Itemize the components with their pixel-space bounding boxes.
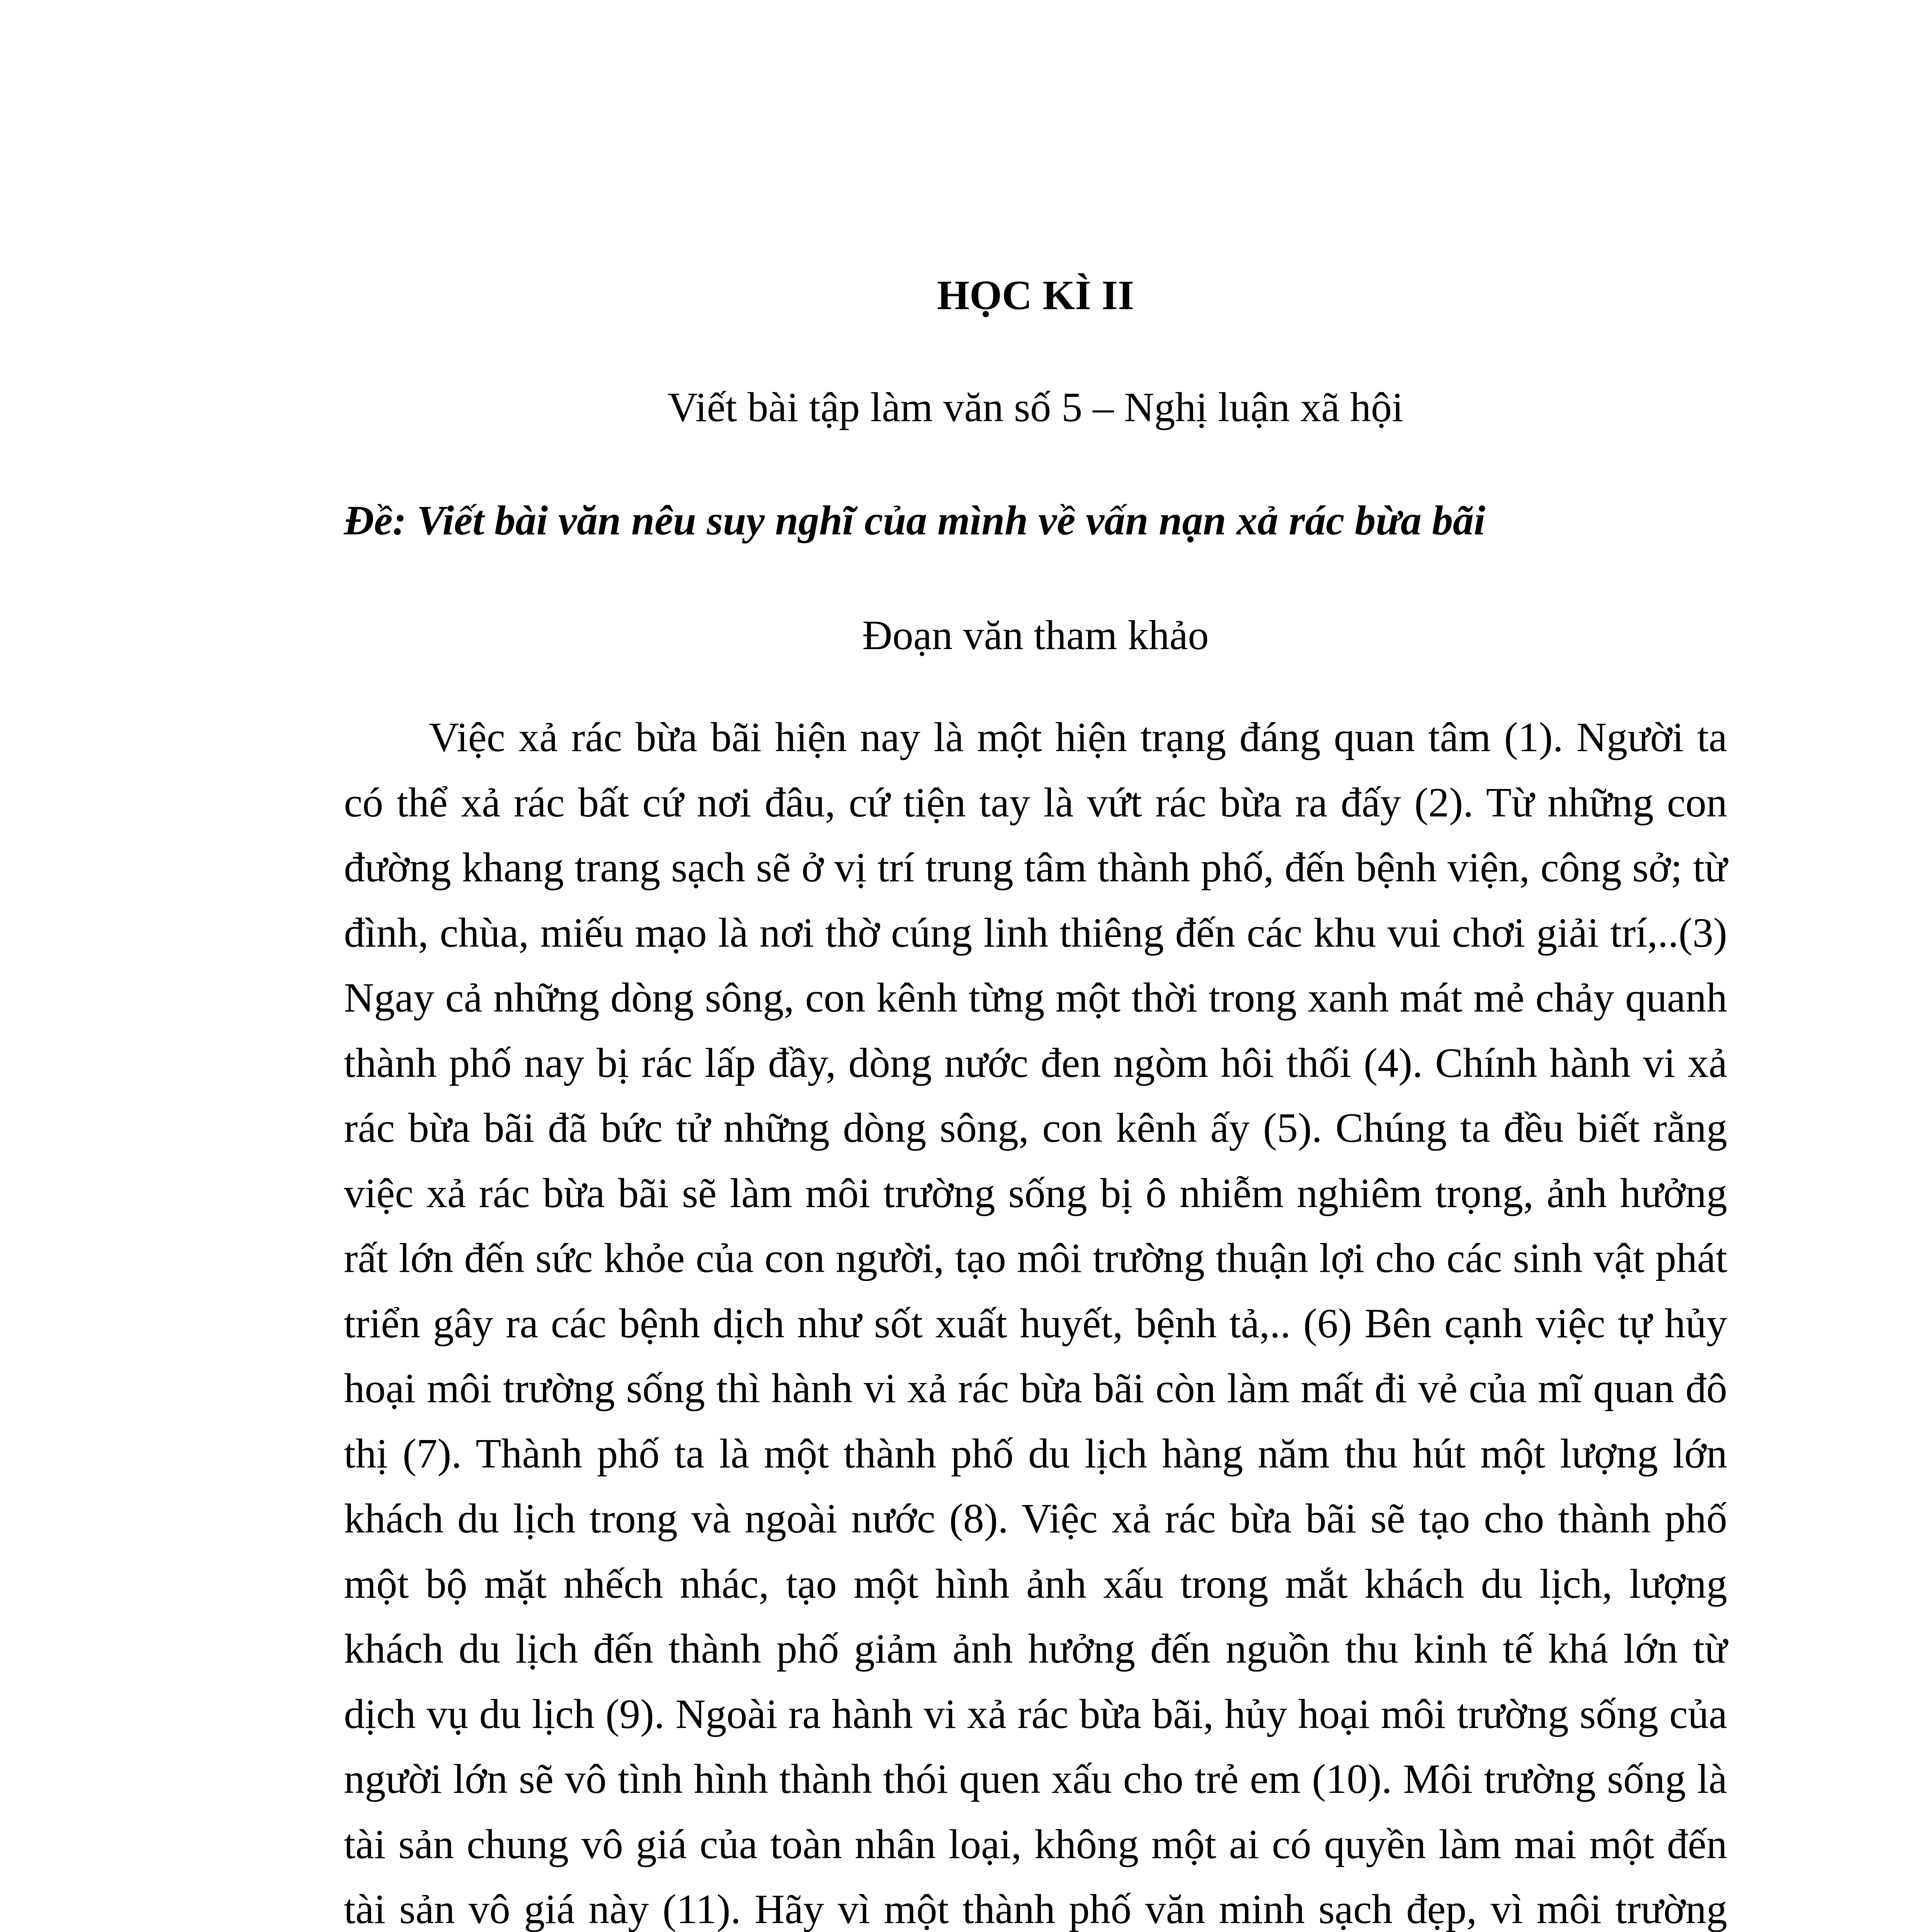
sample-paragraph-label: Đoạn văn tham khảo (862, 612, 1209, 658)
semester-heading: HỌC KÌ II (937, 272, 1134, 318)
essay-5-label: Viết bài tập làm văn số 5 – Nghị luận xã hội (667, 384, 1404, 430)
sample-paragraph: Việc xả rác bừa bãi hiện nay là một hiện trạng đáng quan tâm (1). Người ta có thể xả rác bất cứ nơi đâu, cứ tiện tay là vứt rác bừa ra đấy (2). Từ những con đường khang trang sạch sẽ ở vị trí trung tâm thành phố, đến bệnh viện, công sở; từ đình, chùa, miếu mạo là nơi thờ cúng linh thiêng đến các khu vui chơi giải trí,..(3) Ngay cả những dòng sông, con kênh từng một thời trong xanh mát mẻ chảy quanh thành phố nay bị rác lấp đầy, dòng nước đen ngòm hôi thối (4). Chính hành vi xả rác bừa bãi đã bức tử những dòng sông, con kênh ấy (5). Chúng ta đều biết rằng việc xả rác bừa bãi sẽ làm môi trường sống bị ô nhiễm nghiêm trọng, ảnh hưởng rất lớn đến sức khỏe của con người, tạo môi trường thuận lợi cho các sinh vật phát triển gây ra các bệnh dịch như sốt xuất huyết, bệnh tả,.. (6) Bên cạnh việc tự hủy hoại môi trường sống thì hành vi xả rác bừa bãi còn làm mất đi vẻ của mĩ quan đô thị (7). Thành phố ta là một thành phố du lịch hàng năm thu hút một lượng lớn khách du lịch trong và ngoài nước (8). Việc xả rác bừa bãi sẽ tạo cho thành phố một bộ mặt nhếch nhác, tạo một hình ảnh xấu trong mắt khách du lịch, lượng khách du lịch đến thành phố giảm ảnh hưởng đến nguồn thu kinh tế khá lớn từ dịch vụ du lịch (9). Ngoài ra hành vi xả rác bừa bãi, hủy hoại môi trường sống của người lớn sẽ vô tình hình thành thói quen xấu cho trẻ em (10). Môi trường sống là tài sản chung vô giá của toàn nhân loại, không một ai có quyền làm mai một đến tài sản vô giá này (11). Hãy vì một thành phố văn minh sạch đẹp, vì môi trường (344, 714, 1727, 1932)
essay-5-prompt: Đề: Viết bài văn nêu suy nghĩ của mình về vấn nạn xả rác bừa bãi (344, 498, 1485, 544)
